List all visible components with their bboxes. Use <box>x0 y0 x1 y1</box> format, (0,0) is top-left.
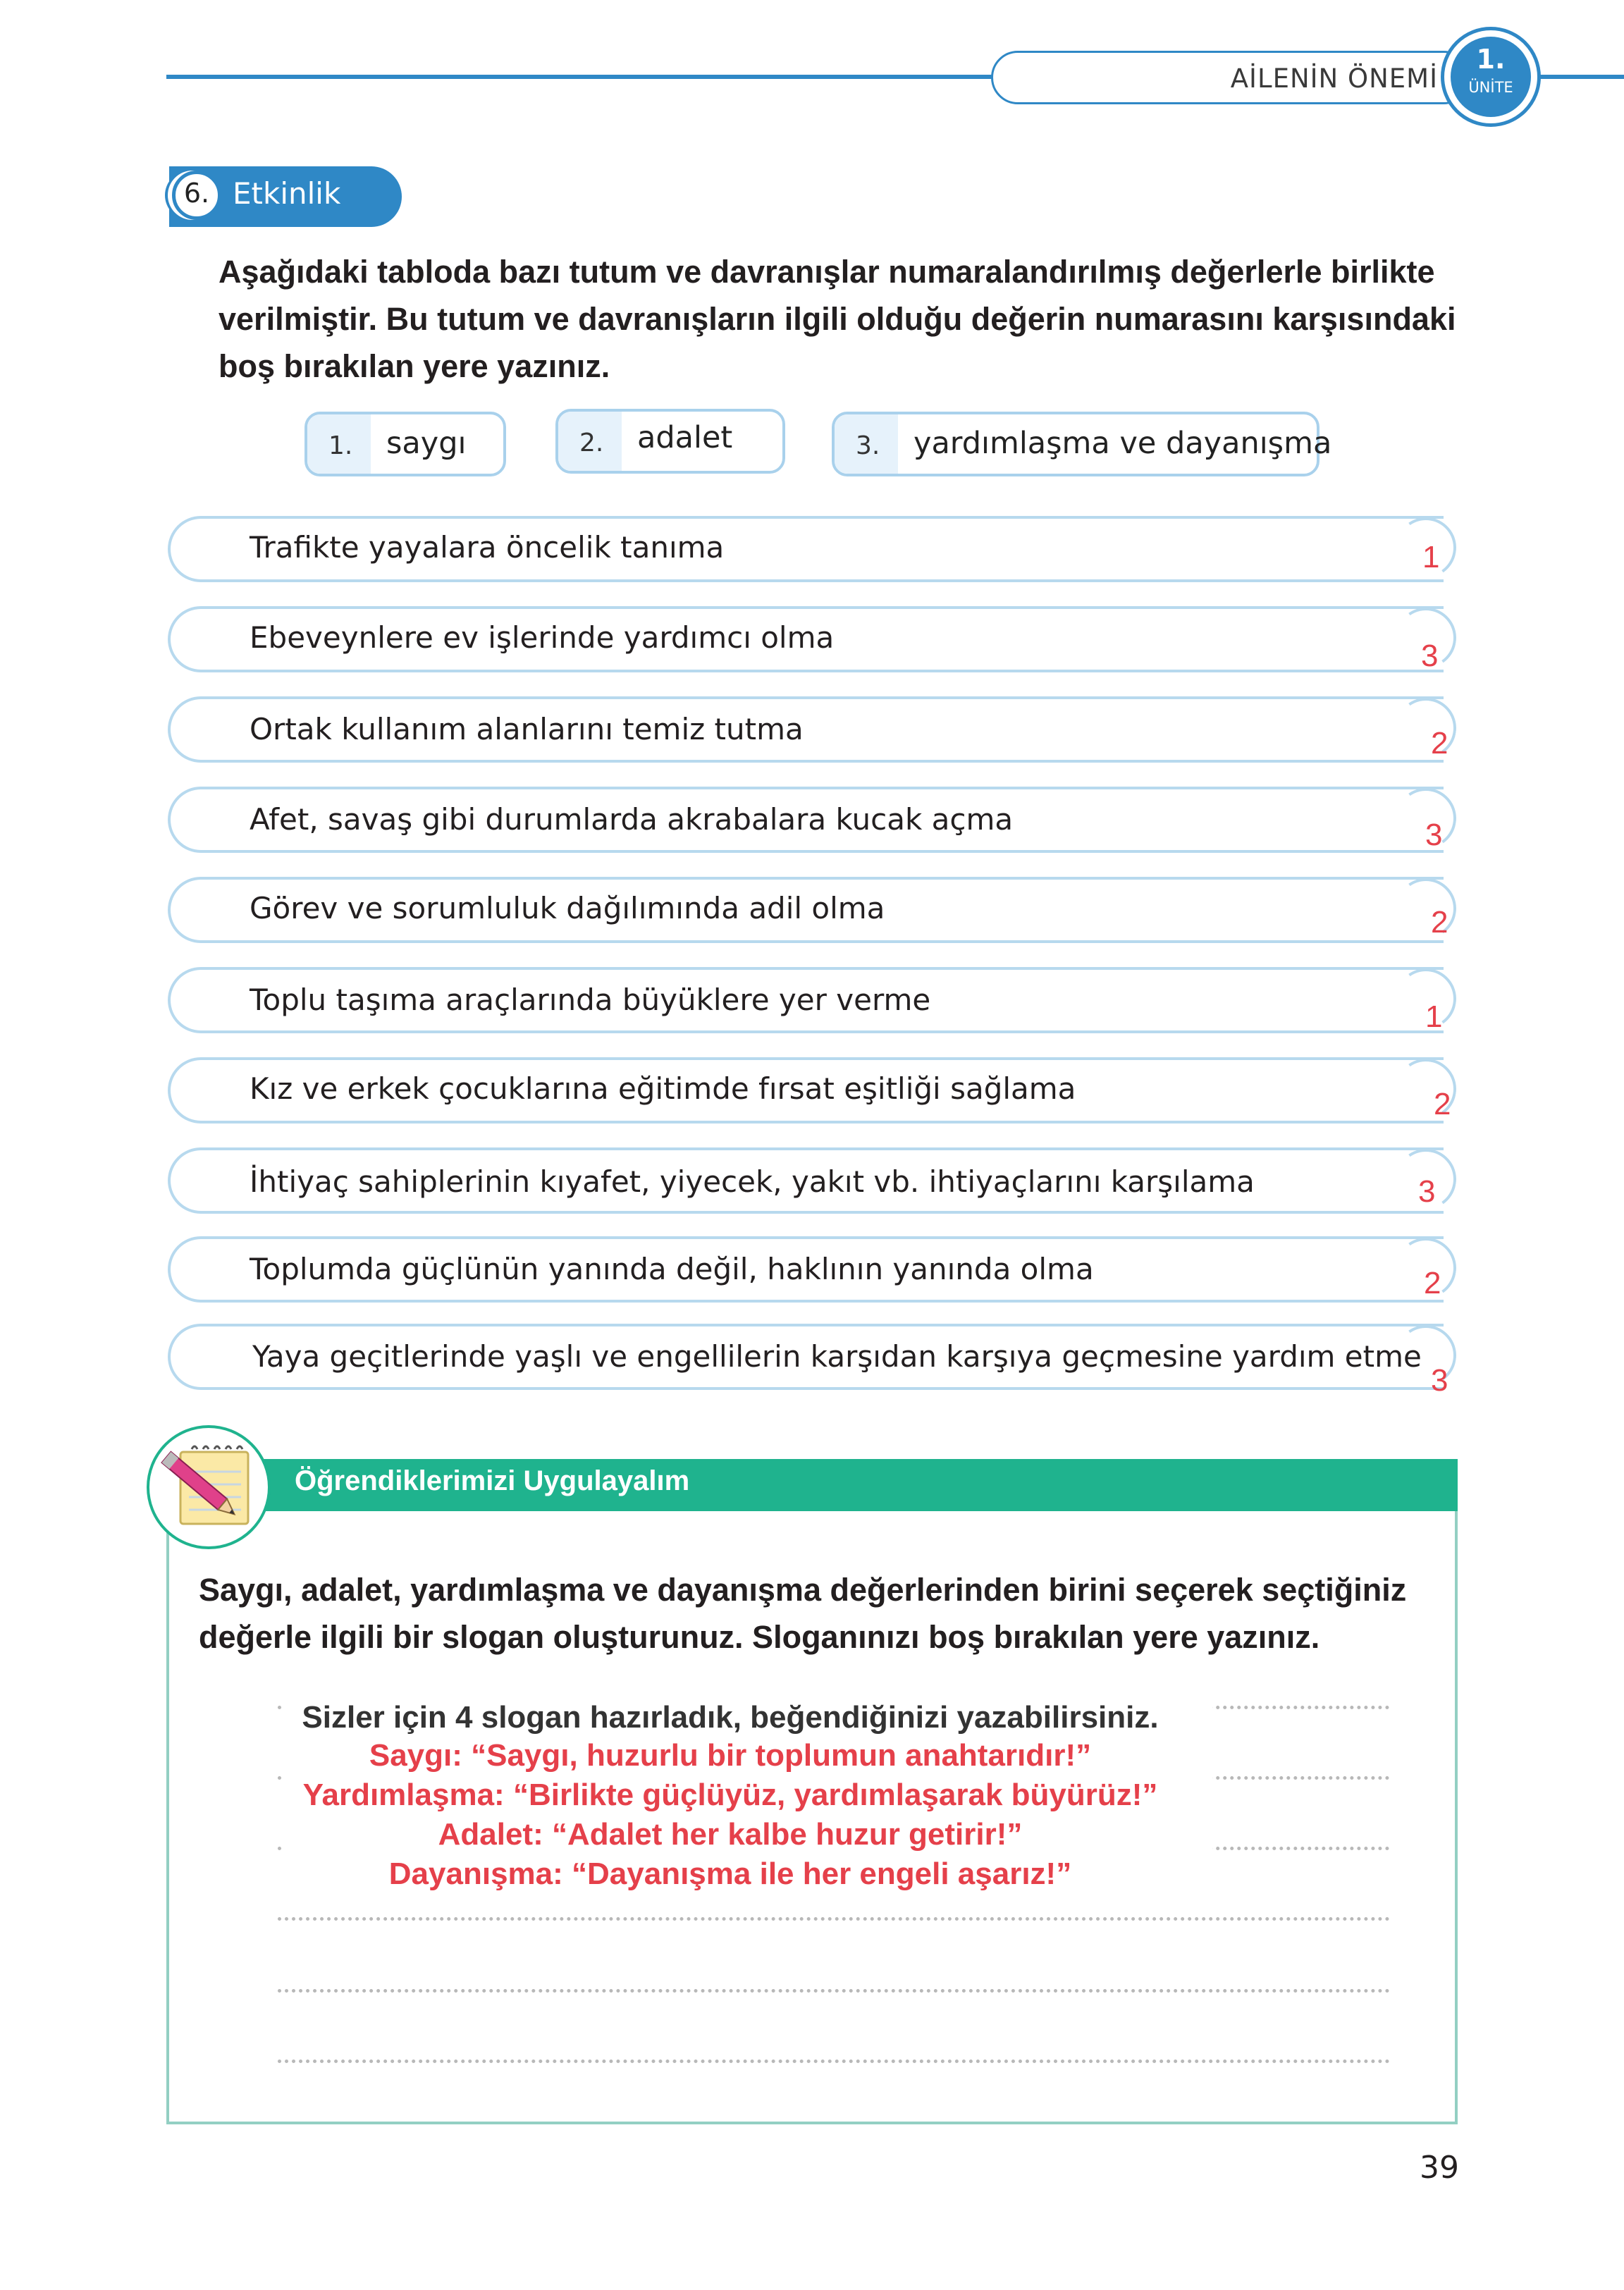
slogan-dayanisma: Dayanışma: “Dayanışma ile her engeli aşarız!” <box>388 1857 1072 1891</box>
row-text: Kız ve erkek çocuklarına eğitimde fırsat eşitliği sağlama <box>250 1071 1076 1106</box>
legend-text: yardımlaşma ve dayanışma <box>914 426 1332 461</box>
row-text: İhtiyaç sahiplerinin kıyafet, yiyecek, yakıt vb. ihtiyaçlarını karşılama <box>250 1164 1255 1199</box>
legend-number: 3. <box>856 431 880 460</box>
row-text: Görev ve sorumluluk dağılımında adil olma <box>250 891 885 925</box>
row-text: Yaya geçitlerinde yaşlı ve engellilerin karşıdan karşıya geçmesine yardım etme <box>252 1339 1422 1374</box>
answer-intro: Sizler için 4 slogan hazırladık, beğendiğinizi yazabilirsiniz. <box>302 1700 1159 1735</box>
activity-number: 6. <box>183 178 210 209</box>
writing-line <box>278 1917 1390 1921</box>
row-answer: 3 <box>1418 1174 1436 1209</box>
legend-item-saygi <box>304 412 506 476</box>
notepad-pencil-icon <box>147 1425 271 1549</box>
row-text: Toplumda güçlünün yanında değil, haklının yanında olma <box>250 1252 1094 1286</box>
slogan-adalet: Adalet: “Adalet her kalbe huzur getirir!” <box>438 1817 1023 1852</box>
legend-number: 2. <box>579 429 604 457</box>
row-text: Ortak kullanım alanlarını temiz tutma <box>250 712 804 746</box>
legend-item-adalet <box>555 409 785 474</box>
slogan-saygi: Saygı: “Saygı, huzurlu bir toplumun anahtarıdır!” <box>369 1738 1092 1773</box>
practice-question: Saygı, adalet, yardımlaşma ve dayanışma değerlerinden birini seçerek seçtiğiniz değerle ilgili bir slogan oluşturunuz. Sloganınızı boş bırakılan yere yazınız. <box>199 1572 1407 1655</box>
unit-label: ÜNİTE <box>1468 79 1513 96</box>
writing-line <box>278 1989 1390 1993</box>
activity-instruction: Aşağıdaki tabloda bazı tutum ve davranışlar numaralandırılmış değerlerle birlikte verilmiştir. Bu tutum ve davranışların ilgili olduğu değerin numarasını karşısındaki boş bırakılan yere yazınız. <box>219 254 1456 384</box>
row-answer: 3 <box>1431 1363 1448 1398</box>
legend-text: adalet <box>637 420 733 455</box>
page-number: 39 <box>1420 2150 1459 2186</box>
practice-title: Öğrendiklerimizi Uygulayalım <box>295 1465 690 1496</box>
row-text: Trafikte yayalara öncelik tanıma <box>250 530 725 565</box>
row-answer: 2 <box>1431 905 1448 940</box>
row-text: Ebeveynlere ev işlerinde yardımcı olma <box>250 620 835 655</box>
row-text: Toplu taşıma araçlarında büyüklere yer verme <box>250 983 931 1017</box>
slogan-yardimlasma: Yardımlaşma: “Birlikte güçlüyüz, yardımlaşarak büyürüz!” <box>302 1778 1158 1812</box>
row-answer: 1 <box>1422 540 1440 574</box>
row-answer: 2 <box>1424 1266 1441 1300</box>
unit-title: AİLENİN ÖNEMİ <box>1230 63 1438 94</box>
unit-number: 1. <box>1476 44 1506 75</box>
legend-text: saygı <box>386 426 467 461</box>
legend-item-yardimlasma <box>832 412 1332 476</box>
legend-number: 1. <box>328 431 353 460</box>
row-answer: 2 <box>1434 1087 1451 1121</box>
writing-line <box>278 2060 1390 2063</box>
activity-label: Etkinlik <box>233 176 341 211</box>
row-answer: 3 <box>1425 818 1443 852</box>
row-text: Afet, savaş gibi durumlarda akrabalara kucak açma <box>250 802 1014 837</box>
row-answer: 2 <box>1431 726 1448 761</box>
row-answer: 3 <box>1421 639 1439 673</box>
row-answer: 1 <box>1425 999 1443 1034</box>
